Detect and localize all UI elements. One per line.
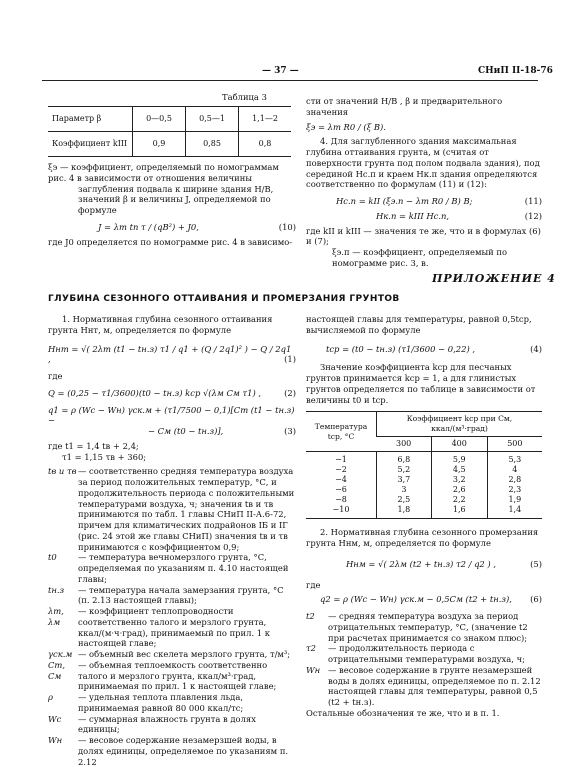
appendix-title: ПРИЛОЖЕНИЕ 4 <box>432 272 556 285</box>
equation-text: Hнм = √( 2λм (t2 + tн.з) τ2 / q2 ) , <box>346 558 497 569</box>
kcp-table-cell: −10 <box>306 505 377 519</box>
kcp-table <box>306 411 542 519</box>
definitions-list <box>306 611 542 708</box>
table3-cell: 0,8 <box>239 132 292 157</box>
equation-number: (1) <box>284 354 296 365</box>
equation-10 <box>48 222 296 233</box>
paragraph: где kII и kIII — значения те же, что и в формулах (6) и (7); <box>306 225 541 247</box>
kcp-table-cell: 5,9 <box>431 452 487 466</box>
paragraph: τ1 = 1,15 τв + 360; <box>62 451 147 462</box>
paragraph: 4. Для заглубленного здания максимальная глубина оттаивания грунта, м (считая от поверхности грунта под полом подвала здания), под серединой Hс.п и краем Hк.п здания определяются соответственно по формулам (11) и (12): <box>306 136 540 190</box>
equation-text: Hс.п = kII (ξэ.п − λт R0 / B) B; <box>336 196 473 206</box>
kcp-table-cell: 3,7 <box>377 475 432 485</box>
table3-caption: Таблица 3 <box>222 92 267 102</box>
definition-symbol: Cт, Cм <box>48 659 66 681</box>
equation-12 <box>306 211 542 222</box>
table3-header-row <box>48 107 291 132</box>
kcp-table-cell: −1 <box>335 455 347 465</box>
definition-symbol: γск.м <box>48 649 73 659</box>
equation-number: (5) <box>530 558 542 569</box>
paragraph: Остальные обозначения те же, что и в п. 1. <box>306 707 500 718</box>
kcp-table-cell: 5,3 <box>487 452 542 466</box>
definition-symbol: t2 <box>306 611 315 621</box>
definition-text: — объемная теплоемкость соответственно талого и мерзлого грунта, ккал/м³·град, принимаемая по прил. 1 к настоящей главе; <box>78 659 277 692</box>
kcp-table-row <box>306 495 542 505</box>
kcp-table-cell: 6,8 <box>377 452 432 466</box>
definition-text: — удельная теплота плавления льда, принимаемая равной 80 000 ккал/тс; <box>78 692 244 713</box>
paragraph: 1. Нормативная глубина сезонного оттаивания грунта Hнт, м, определяется по формуле <box>48 314 273 335</box>
definition-item <box>48 552 296 584</box>
left-main-text <box>48 314 296 767</box>
paragraph: настоящей главы для температуры, равной 0,5tср, вычисляемой по формуле <box>306 314 532 335</box>
definition-symbol: t0 <box>48 552 57 563</box>
definition-item <box>48 606 296 649</box>
definition-symbol: tв и τв <box>48 466 77 477</box>
equation-number: (4) <box>530 343 542 354</box>
paragraph: сти от значений H/B , β и предварительного значения <box>306 96 503 117</box>
equation-6 <box>306 594 542 605</box>
definition-text: — коэффициент теплопроводности соответственно талого и мерзлого грунта, ккал/(м·ч·град), принимаемый по прил. 1 к настоящей главе; <box>78 606 270 649</box>
kcp-table-header-cell: 400 <box>431 437 487 452</box>
kcp-table-row <box>306 485 542 495</box>
equation-number: (12) <box>524 210 542 221</box>
paragraph: значений β и величины J, определяемой по формуле <box>78 194 271 215</box>
definition-item <box>306 611 542 643</box>
definition-text: — температура начала замерзания грунта, °С (п. 2.13 настоящей главы); <box>78 584 284 606</box>
paragraph: где <box>48 371 63 381</box>
equation-text: tср = (t0 − tн.з) (τ1/3600 − 0,22) , <box>326 343 476 354</box>
equation-number: (6) <box>530 594 542 605</box>
kcp-table-cell: −8 <box>335 495 347 505</box>
definition-text: — объемный вес скелета мерзлого грунта, т/м³; <box>78 649 291 659</box>
equation-text: q1 = ρ (Wc − Wн) γск.м + (τ1/7500 − 0,1)[Cт (t1 − tн.з) − <box>48 404 295 426</box>
document-code: СНиП II-18-76 <box>478 66 553 76</box>
page-number: — 37 — <box>262 66 299 76</box>
kcp-table-header-cell: 300 <box>377 437 432 452</box>
left-top-text <box>48 162 296 247</box>
equation-text: Hк.п = kIII Hс.п, <box>376 210 450 221</box>
equation-text: Hнт = √( 2λт (t1 − tн.з) τ1 / q1 + (Q / 2q1)² ) − Q / 2q1 , <box>48 343 292 365</box>
equation-text: J = λт tп τ / (qB²) + J0, <box>98 221 199 232</box>
equation-number: (3) <box>284 426 296 436</box>
paragraph: где t1 = 1,4 tв + 2,4; <box>48 440 139 451</box>
equation-11 <box>306 196 542 207</box>
kcp-table-cell: −2 <box>335 465 347 475</box>
kcp-table-cell: 2,3 <box>487 485 542 495</box>
kcp-table-cell: 3 <box>377 485 432 495</box>
paragraph: 2. Нормативная глубина сезонного промерзания грунта Hнм, м, определяется по формуле <box>306 527 539 548</box>
kcp-table-header-cell: 500 <box>487 437 542 452</box>
definitions-list <box>48 466 296 767</box>
equation-number: (2) <box>284 387 296 398</box>
paragraph: заглубления подвала к ширине здания H/B, <box>78 183 274 194</box>
definition-item <box>306 643 542 665</box>
kcp-table-cell: 2,2 <box>431 495 487 505</box>
paragraph: где <box>306 579 321 590</box>
kcp-table-cell: 5,2 <box>377 465 432 475</box>
kcp-table-cell: 1,8 <box>377 505 432 519</box>
kcp-table-cell: 2,5 <box>377 495 432 505</box>
definition-text: — соответственно средняя температура воздуха за период положительных температур, °С, и продолжительность периода с положительными температурами воздуха, ч; значения tв и τв принимаются по табл. 1 главы СНиП II-А.6-72, причем для климатических подрайонов IБ и IГ (рис. 24 этой же главы СНиП) значения tв и τв принимаются с коэффициентом 0,9; <box>78 466 295 552</box>
definition-item <box>48 714 296 736</box>
equation-text: q2 = ρ (Wc − Wн) γск.м − 0,5Cм (t2 + tн.з), <box>320 594 512 605</box>
kcp-table-cell: 1,9 <box>487 495 542 505</box>
paragraph: ξэ — коэффициент, определяемый по номограммам рис. 4 в зависимости от отношения величины <box>48 162 279 183</box>
equation-5 <box>306 559 542 570</box>
definition-text: — весовое содержание в грунте незамерзшей воды в долях единицы, определяемое по п. 2.12 настоящей главы для температуры, равной 0,5 (t2 + tн.з). <box>328 664 541 707</box>
header-rule <box>42 80 538 81</box>
definition-text: — средняя температура воздуха за период отрицательных температур, °С, (значение t2 при расчетах принимается со знаком плюс); <box>328 611 528 643</box>
equation-text: Q = (0,25 − τ1/3600)(t0 − tн.з) kср √(λм Cм τ1) , <box>48 387 262 398</box>
table3-cell: 1,1—2 <box>239 107 292 132</box>
definition-item <box>48 692 296 714</box>
table3-cell: Параметр β <box>48 107 133 132</box>
kcp-table-cell: −4 <box>335 475 347 485</box>
definition-symbol: tн.з <box>48 584 65 595</box>
equation-text: − Cм (t0 − tн.з)], <box>148 426 224 436</box>
kcp-table-cell: 1,4 <box>487 505 542 519</box>
definition-text: — суммарная влажность грунта в долях единицы; <box>78 713 256 735</box>
definition-symbol: Wн <box>306 664 321 675</box>
table3-cell: 0—0,5 <box>133 107 186 132</box>
table3 <box>48 106 291 157</box>
equation-1 <box>48 344 296 366</box>
definition-item <box>48 466 296 552</box>
table3-cell: Коэффициент kIII <box>48 132 133 157</box>
equation-number: (11) <box>524 196 542 206</box>
paragraph: ξэ = λт R0 / (ξ B). <box>306 121 386 132</box>
right-main-text <box>306 314 542 719</box>
kcp-table-cell: 4,5 <box>431 465 487 475</box>
definition-symbol: τ2 <box>306 643 316 654</box>
paragraph: Значение коэффициента kср для песчаных грунтов принимается kср = 1, а для глинистых грунтов определяется по таблице в зависимости от величины t0 и tср. <box>306 362 536 405</box>
definition-item <box>48 649 296 660</box>
table3-cell: 0,5—1 <box>186 107 239 132</box>
kcp-table-cell: 4 <box>487 465 542 475</box>
paragraph: ξэ.п — коэффициент, определяемый по номограмме рис. 3, в. <box>332 247 508 268</box>
definition-item <box>48 660 296 692</box>
kcp-table-cell: 3,2 <box>431 475 487 485</box>
right-top-text <box>306 96 542 269</box>
equation-2 <box>48 388 296 399</box>
definition-item <box>48 735 296 767</box>
table3-value-row <box>48 132 291 157</box>
kcp-table-header-cell: Коэффициент kср при Cм, ккал/(м³·град) <box>377 412 543 437</box>
definition-symbol: λт, λм <box>48 606 64 627</box>
kcp-table-header-row <box>306 412 542 437</box>
definition-symbol: Wc <box>48 713 62 724</box>
table3-cell: 0,9 <box>133 132 186 157</box>
kcp-table-row <box>306 505 542 519</box>
kcp-table-row <box>306 465 542 475</box>
definition-symbol: ρ <box>48 692 53 702</box>
definition-text: — продолжительность периода с отрицательными температурами воздуха, ч; <box>328 643 525 664</box>
kcp-table-cell: 2,8 <box>487 475 542 485</box>
kcp-table-cell: 2,6 <box>431 485 487 495</box>
kcp-table-row <box>306 452 542 466</box>
kcp-table-header-cell: Температура tср, °С <box>306 412 377 452</box>
definition-text: — весовое содержание незамерзшей воды, в долях единицы, определяемое по указаниям п. 2.12 <box>78 735 289 767</box>
kcp-table-cell: −6 <box>335 485 347 495</box>
equation-4 <box>306 344 542 355</box>
kcp-table-row <box>306 475 542 485</box>
definition-symbol: Wн <box>48 735 63 745</box>
table3-cell: 0,85 <box>186 132 239 157</box>
kcp-table-cell: 1,6 <box>431 505 487 519</box>
definition-item <box>306 665 542 708</box>
definition-item <box>48 585 296 607</box>
equation-number: (10) <box>278 221 296 232</box>
definition-text: — температура вечномерзлого грунта, °С, определяемая по указаниям п. 4.10 настоящей главы; <box>78 552 289 584</box>
paragraph: где J0 определяется по номограмме рис. 4 в зависимо- <box>48 236 293 247</box>
equation-3 <box>48 405 296 437</box>
section-title: ГЛУБИНА СЕЗОННОГО ОТТАИВАНИЯ И ПРОМЕРЗАНИЯ ГРУНТОВ <box>48 294 400 304</box>
